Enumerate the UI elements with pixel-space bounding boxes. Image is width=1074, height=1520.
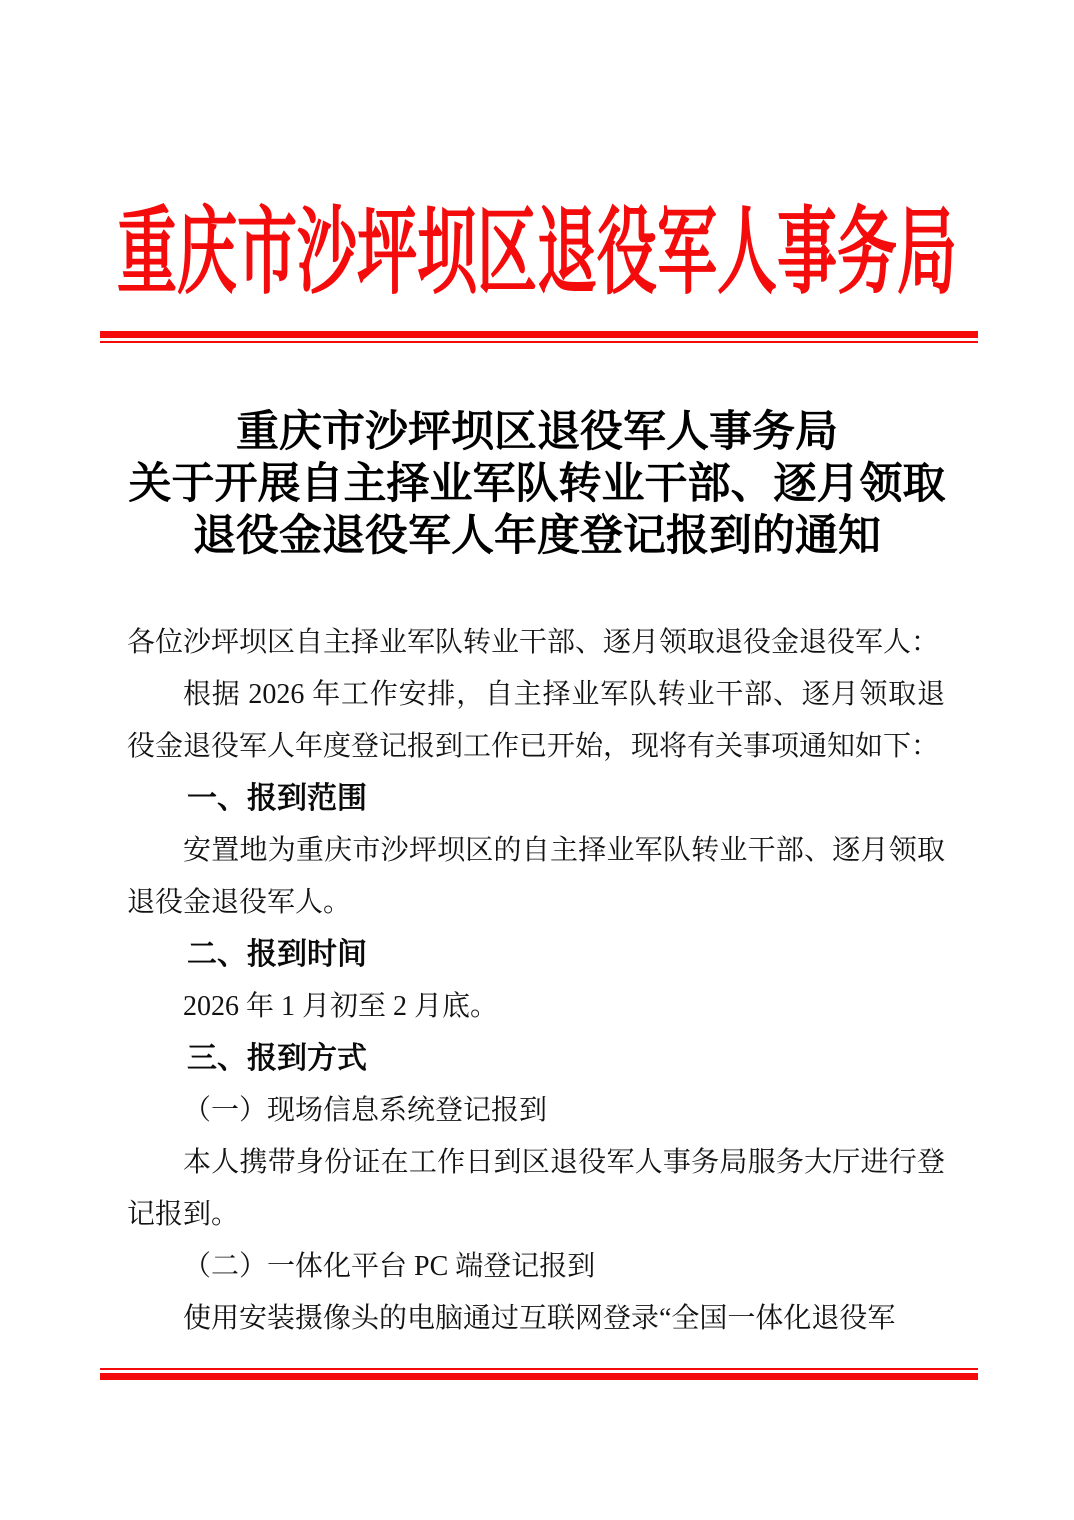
document-body	[127, 617, 945, 1345]
letterhead-org-name: 重庆市沙坪坝区退役军人事务局	[117, 200, 957, 306]
section-1-paragraph: 安置地为重庆市沙坪坝区的自主择业军队转业干部、逐月领取退役金退役军人。	[127, 835, 945, 918]
subsection-2-paragraph: 使用安装摄像头的电脑通过互联网登录“全国一体化退役军	[183, 1303, 896, 1334]
subsection-heading-1: （一）现场信息系统登记报到	[183, 1095, 548, 1126]
section-2-paragraph: 2026 年 1 月初至 2 月底。	[183, 991, 499, 1022]
subsection-heading-2: （二）一体化平台 PC 端登记报到	[183, 1251, 596, 1282]
rule-thick-line	[100, 1373, 978, 1380]
document-title-line-1: 重庆市沙坪坝区退役军人事务局	[236, 409, 838, 456]
section-heading-3: 三、报到方式	[187, 1042, 367, 1075]
letterhead-double-rule	[100, 331, 978, 343]
section-heading-2: 二、报到时间	[187, 938, 367, 971]
subsection-1-paragraph: 本人携带身份证在工作日到区退役军人事务局服务大厅进行登记报到。	[127, 1147, 945, 1230]
rule-thick-line	[100, 331, 978, 338]
section-heading-1: 一、报到范围	[187, 782, 367, 815]
salutation-line: 各位沙坪坝区自主择业军队转业干部、逐月领取退役金退役军人：	[127, 627, 940, 658]
document-title	[0, 407, 1074, 563]
rule-thin-line	[100, 341, 978, 343]
document-title-line-2: 关于开展自主择业军队转业干部、逐月领取	[128, 461, 946, 508]
document-title-line-3: 退役金退役军人年度登记报到的通知	[193, 513, 881, 560]
intro-paragraph: 根据 2026 年工作安排，自主择业军队转业干部、逐月领取退役金退役军人年度登记报到工作已开始，现将有关事项通知如下：	[127, 679, 945, 762]
footer-double-rule	[100, 1368, 978, 1380]
